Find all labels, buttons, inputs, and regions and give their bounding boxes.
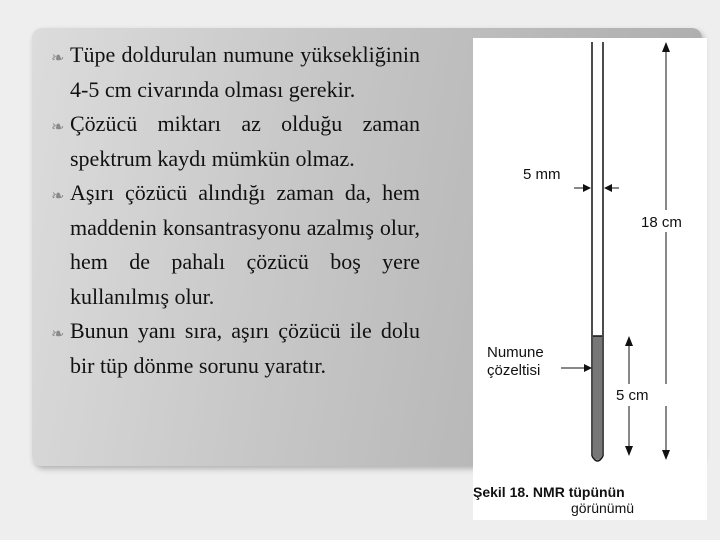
bullet-item [48, 314, 420, 383]
bullet-list [48, 38, 420, 383]
sample-pointer-head [584, 364, 592, 372]
bullet-item [48, 38, 420, 107]
fill-height-arrowhead-top [625, 336, 633, 346]
fill-height-arrowhead-bottom [625, 446, 633, 456]
length-label: 18 cm [641, 214, 682, 231]
fill-height-label: 5 cm [616, 387, 649, 404]
leaf-bullet-icon: ❧ [51, 119, 65, 136]
bullet-item [48, 176, 420, 314]
bullet-text: Çözücü miktarı az olduğu zaman spektrum kaydı mümkün olmaz. [70, 111, 420, 171]
figure-caption-line1: Şekil 18. NMR tüpünün [473, 484, 625, 500]
sample-fill [593, 336, 602, 460]
nmr-tube-figure [473, 38, 707, 520]
length-arrowhead-bottom [662, 450, 670, 460]
length-arrowhead-top [662, 42, 670, 52]
bullet-text: Bunun yanı sıra, aşırı çözücü ile dolu bir tüp dönme sorunu yaratır. [70, 318, 420, 378]
figure-caption-line2: görünümü [571, 500, 635, 516]
bullet-text: Tüpe doldurulan numune yüksekliğinin 4-5 cm civarında olması gerekir. [70, 42, 420, 102]
diameter-arrowhead-left [583, 184, 591, 192]
diameter-arrowhead-right [604, 184, 612, 192]
diameter-label: 5 mm [523, 166, 561, 183]
bullet-text: Aşırı çözücü alındığı zaman da, hem maddenin konsantrasyonu azalmış olur, hem de pahalı çözücü boş yere kullanılmış olur. [70, 180, 420, 309]
leaf-bullet-icon: ❧ [51, 188, 65, 205]
nmr-tube-diagram [473, 38, 707, 520]
bullet-item [48, 107, 420, 176]
sample-label-line2: çözeltisi [487, 362, 541, 379]
leaf-bullet-icon: ❧ [51, 326, 65, 343]
sample-label-line1: Numune [487, 344, 544, 361]
leaf-bullet-icon: ❧ [51, 50, 65, 67]
